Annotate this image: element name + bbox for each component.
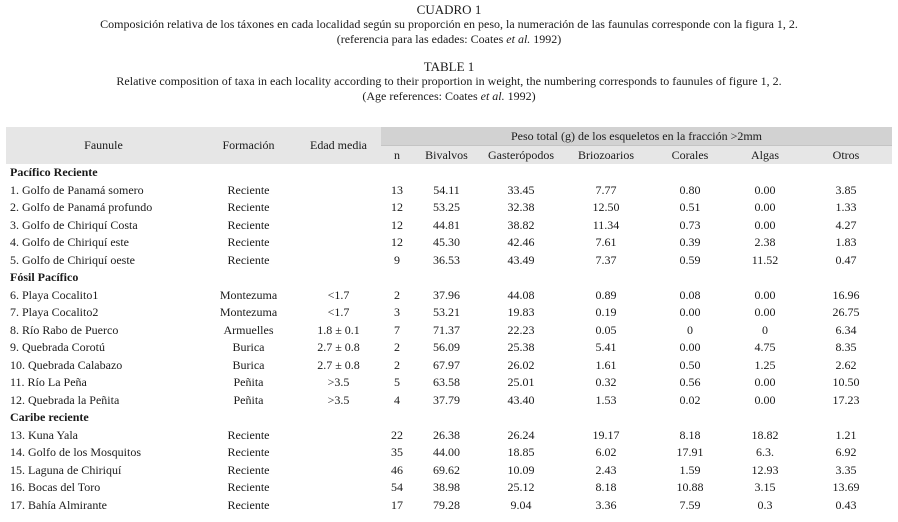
header-peso: Peso total (g) de los esqueletos en la fracción >2mm bbox=[381, 127, 892, 146]
cell-n: 12 bbox=[391, 200, 403, 215]
cell-edad: <1.7 bbox=[327, 305, 350, 320]
cell-formacion: Burica bbox=[232, 340, 265, 355]
cell-n: 46 bbox=[391, 462, 403, 477]
table-reference-post: 1992) bbox=[504, 89, 536, 103]
cell-briozoarios: 8.18 bbox=[595, 480, 617, 495]
header-bivalvos: Bivalvos bbox=[425, 147, 468, 162]
group-title: Fósil Pacífico bbox=[10, 270, 79, 285]
cell-bivalvos: 36.53 bbox=[433, 252, 460, 267]
cell-otros: 6.92 bbox=[835, 445, 857, 460]
cell-algas: 0.00 bbox=[754, 305, 776, 320]
cell-gasteropodos: 43.49 bbox=[507, 252, 535, 267]
cell-bivalvos: 53.25 bbox=[433, 200, 460, 215]
cell-otros: 10.50 bbox=[832, 375, 860, 390]
cell-corales: 0.51 bbox=[679, 200, 701, 215]
table-row bbox=[6, 392, 892, 410]
cell-algas: 0.00 bbox=[754, 217, 776, 232]
caption bbox=[0, 2, 898, 104]
table-description: Relative composition of taxa in each locality according to their proportion in weight, the numbering corresponds to faunules of figure 1, 2. bbox=[116, 74, 782, 88]
cell-gasteropodos: 43.40 bbox=[507, 392, 535, 407]
group-row bbox=[6, 409, 892, 427]
cell-briozoarios: 0.19 bbox=[595, 305, 617, 320]
cell-bivalvos: 45.30 bbox=[433, 235, 460, 250]
cell-briozoarios: 0.05 bbox=[595, 322, 617, 337]
cell-edad bbox=[296, 427, 381, 445]
table-row bbox=[6, 199, 892, 217]
cell-algas: 4.75 bbox=[754, 340, 776, 355]
cell-n: 2 bbox=[394, 287, 400, 302]
cell-corales: 0.80 bbox=[679, 182, 701, 197]
cell-otros: 16.96 bbox=[832, 287, 860, 302]
cell-bivalvos: 38.98 bbox=[433, 480, 460, 495]
table-row bbox=[6, 234, 892, 252]
cell-edad bbox=[296, 217, 381, 235]
cell-otros: 0.47 bbox=[835, 252, 857, 267]
cell-formacion: Reciente bbox=[227, 427, 270, 442]
cell-corales: 0.00 bbox=[679, 340, 701, 355]
data-table bbox=[6, 127, 892, 514]
cell-bivalvos: 26.38 bbox=[433, 427, 460, 442]
cell-faunule: 11. Río La Peña bbox=[10, 375, 87, 390]
cell-faunule: 16. Bocas del Toro bbox=[10, 480, 101, 495]
cell-bivalvos: 67.97 bbox=[433, 357, 460, 372]
cell-edad: <1.7 bbox=[327, 287, 350, 302]
cell-n: 22 bbox=[391, 427, 403, 442]
cell-formacion: Burica bbox=[232, 357, 265, 372]
cell-n: 7 bbox=[394, 322, 400, 337]
cell-gasteropodos: 25.12 bbox=[507, 480, 535, 495]
cell-edad bbox=[296, 462, 381, 480]
cell-briozoarios: 1.53 bbox=[595, 392, 617, 407]
cell-formacion: Reciente bbox=[227, 497, 270, 512]
cell-faunule: 7. Playa Cocalito2 bbox=[10, 305, 99, 320]
table-row bbox=[6, 427, 892, 445]
cell-bivalvos: 63.58 bbox=[433, 375, 460, 390]
cell-bivalvos: 37.96 bbox=[433, 287, 460, 302]
cell-n: 5 bbox=[394, 375, 400, 390]
cell-formacion: Reciente bbox=[227, 200, 270, 215]
cell-formacion: Reciente bbox=[227, 445, 270, 460]
cell-bivalvos: 54.11 bbox=[433, 182, 460, 197]
table-reference bbox=[0, 89, 898, 104]
cell-algas: 12.93 bbox=[751, 462, 779, 477]
cell-briozoarios: 1.61 bbox=[595, 357, 617, 372]
table-reference-pre: (Age references: Coates bbox=[362, 89, 481, 103]
cell-edad: 2.7 ± 0.8 bbox=[317, 340, 360, 355]
cell-formacion: Reciente bbox=[227, 462, 270, 477]
cell-edad bbox=[296, 252, 381, 270]
cell-formacion: Peñita bbox=[233, 392, 264, 407]
cell-algas: 2.38 bbox=[754, 235, 776, 250]
cell-formacion: Armuelles bbox=[223, 322, 274, 337]
header-briozoarios: Briozoarios bbox=[578, 147, 634, 162]
table-row bbox=[6, 357, 892, 375]
cell-otros: 3.85 bbox=[835, 182, 857, 197]
cell-briozoarios: 0.89 bbox=[595, 287, 617, 302]
header-formacion: Formación bbox=[222, 138, 275, 152]
header-corales: Corales bbox=[671, 147, 709, 162]
cell-algas: 11.52 bbox=[751, 252, 779, 267]
cell-briozoarios: 3.36 bbox=[595, 497, 617, 512]
cell-otros: 1.83 bbox=[835, 235, 857, 250]
cell-formacion: Montezuma bbox=[219, 287, 278, 302]
cell-briozoarios: 7.77 bbox=[595, 182, 617, 197]
group-title: Pacífico Reciente bbox=[10, 165, 98, 180]
cell-briozoarios: 0.32 bbox=[595, 375, 617, 390]
cell-gasteropodos: 25.01 bbox=[507, 375, 535, 390]
cell-otros: 13.69 bbox=[832, 480, 860, 495]
cell-gasteropodos: 10.09 bbox=[507, 462, 535, 477]
cell-bivalvos: 79.28 bbox=[433, 497, 460, 512]
cell-corales: 0.39 bbox=[679, 235, 701, 250]
cell-faunule: 10. Quebrada Calabazo bbox=[10, 357, 123, 372]
cell-algas: 0.00 bbox=[754, 182, 776, 197]
cell-otros: 17.23 bbox=[832, 392, 860, 407]
cell-gasteropodos: 33.45 bbox=[507, 182, 535, 197]
cell-algas: 18.82 bbox=[751, 427, 779, 442]
cuadro-title: CUADRO 1 bbox=[416, 2, 482, 17]
cell-faunule: 1. Golfo de Panamá somero bbox=[10, 182, 144, 197]
cell-n: 17 bbox=[391, 497, 403, 512]
cell-bivalvos: 44.81 bbox=[433, 217, 460, 232]
header-algas: Algas bbox=[751, 147, 779, 162]
cell-algas: 0.00 bbox=[754, 200, 776, 215]
cell-briozoarios: 12.50 bbox=[592, 200, 620, 215]
cell-faunule: 13. Kuna Yala bbox=[10, 427, 78, 442]
cell-faunule: 15. Laguna de Chiriquí bbox=[10, 462, 122, 477]
cell-briozoarios: 6.02 bbox=[595, 445, 617, 460]
table-row bbox=[6, 462, 892, 480]
cell-formacion: Montezuma bbox=[219, 305, 278, 320]
cell-gasteropodos: 26.02 bbox=[507, 357, 535, 372]
cell-edad bbox=[296, 444, 381, 462]
cell-corales: 0 bbox=[687, 322, 693, 337]
cell-algas: 1.25 bbox=[754, 357, 776, 372]
cell-corales: 0.56 bbox=[679, 375, 701, 390]
document-page bbox=[0, 2, 898, 522]
cell-formacion: Peñita bbox=[233, 375, 264, 390]
table-title: TABLE 1 bbox=[423, 59, 475, 74]
cell-gasteropodos: 44.08 bbox=[507, 287, 535, 302]
cell-gasteropodos: 38.82 bbox=[507, 217, 535, 232]
table-row bbox=[6, 252, 892, 270]
cell-bivalvos: 37.79 bbox=[433, 392, 460, 407]
cell-n: 3 bbox=[394, 305, 400, 320]
cell-briozoarios: 5.41 bbox=[595, 340, 617, 355]
cell-bivalvos: 53.21 bbox=[433, 305, 460, 320]
cell-algas: 0.3 bbox=[757, 497, 773, 512]
cell-otros: 1.33 bbox=[835, 200, 857, 215]
cell-bivalvos: 71.37 bbox=[433, 322, 460, 337]
cell-otros: 4.27 bbox=[835, 217, 857, 232]
cuadro-description: Composición relativa de los táxones en cada localidad según su proporción en peso, la numeración de las faunulas corresponde con la figura 1, 2. bbox=[100, 17, 798, 31]
cell-edad bbox=[296, 497, 381, 515]
table-row bbox=[6, 339, 892, 357]
header-n: n bbox=[394, 147, 400, 162]
cell-n: 13 bbox=[391, 182, 403, 197]
table-row bbox=[6, 479, 892, 497]
cell-corales: 0.59 bbox=[679, 252, 701, 267]
cell-edad: >3.5 bbox=[327, 375, 350, 390]
cell-bivalvos: 69.62 bbox=[433, 462, 460, 477]
cell-otros: 8.35 bbox=[835, 340, 857, 355]
group-row bbox=[6, 269, 892, 287]
cell-n: 2 bbox=[394, 340, 400, 355]
cell-faunule: 5. Golfo de Chiriquí oeste bbox=[10, 252, 135, 267]
cell-faunule: 9. Quebrada Corotú bbox=[10, 340, 105, 355]
cell-gasteropodos: 26.24 bbox=[507, 427, 535, 442]
cell-algas: 6.3. bbox=[756, 445, 774, 460]
cell-bivalvos: 56.09 bbox=[433, 340, 460, 355]
cell-corales: 10.88 bbox=[676, 480, 704, 495]
table-row bbox=[6, 182, 892, 200]
cell-otros: 1.21 bbox=[835, 427, 857, 442]
cell-corales: 0.00 bbox=[679, 305, 701, 320]
cell-gasteropodos: 42.46 bbox=[507, 235, 535, 250]
cell-n: 54 bbox=[391, 480, 403, 495]
cell-edad bbox=[296, 479, 381, 497]
table-row bbox=[6, 444, 892, 462]
cell-gasteropodos: 9.04 bbox=[510, 497, 532, 512]
cell-corales: 8.18 bbox=[679, 427, 701, 442]
cell-n: 12 bbox=[391, 235, 403, 250]
table-row bbox=[6, 287, 892, 305]
cell-algas: 0.00 bbox=[754, 392, 776, 407]
table-reference-em: et al. bbox=[480, 89, 505, 103]
cell-corales: 0.50 bbox=[679, 357, 701, 372]
cell-formacion: Reciente bbox=[227, 480, 270, 495]
cell-corales: 0.08 bbox=[679, 287, 701, 302]
cell-gasteropodos: 32.38 bbox=[507, 200, 535, 215]
cuadro-reference-post: 1992) bbox=[530, 32, 562, 46]
cell-edad: >3.5 bbox=[327, 392, 350, 407]
table-row bbox=[6, 304, 892, 322]
cell-corales: 0.02 bbox=[679, 392, 701, 407]
cell-faunule: 17. Bahía Almirante bbox=[10, 497, 107, 512]
cell-faunule: 4. Golfo de Chiriquí este bbox=[10, 235, 129, 250]
cell-algas: 0.00 bbox=[754, 287, 776, 302]
cell-algas: 3.15 bbox=[754, 480, 776, 495]
cell-briozoarios: 7.61 bbox=[595, 235, 617, 250]
group-row bbox=[6, 164, 892, 182]
header-faunule: Faunule bbox=[84, 138, 123, 152]
cell-briozoarios: 7.37 bbox=[595, 252, 617, 267]
cell-n: 2 bbox=[394, 357, 400, 372]
cell-briozoarios: 2.43 bbox=[595, 462, 617, 477]
table-row bbox=[6, 497, 892, 515]
cell-corales: 0.73 bbox=[679, 217, 701, 232]
cell-otros: 3.35 bbox=[835, 462, 857, 477]
cuadro-reference-pre: (referencia para las edades: Coates bbox=[336, 32, 507, 46]
group-title: Caribe reciente bbox=[10, 410, 89, 425]
cell-edad: 2.7 ± 0.8 bbox=[317, 357, 360, 372]
cell-faunule: 14. Golfo de los Mosquitos bbox=[10, 445, 142, 460]
cell-gasteropodos: 18.85 bbox=[507, 445, 535, 460]
table-row bbox=[6, 322, 892, 340]
cell-otros: 26.75 bbox=[832, 305, 860, 320]
cell-n: 9 bbox=[394, 252, 400, 267]
table-body bbox=[6, 164, 892, 514]
cell-corales: 7.59 bbox=[679, 497, 701, 512]
table-row bbox=[6, 374, 892, 392]
cell-faunule: 2. Golfo de Panamá profundo bbox=[10, 200, 153, 215]
cell-faunule: 3. Golfo de Chiriquí Costa bbox=[10, 217, 138, 232]
cell-gasteropodos: 22.23 bbox=[507, 322, 535, 337]
cell-gasteropodos: 19.83 bbox=[507, 305, 535, 320]
cell-edad bbox=[296, 234, 381, 252]
header-gasteropodos: Gasterópodos bbox=[488, 147, 554, 162]
cell-briozoarios: 11.34 bbox=[592, 217, 620, 232]
cell-otros: 6.34 bbox=[835, 322, 857, 337]
header-edad: Edad media bbox=[310, 138, 367, 152]
cell-gasteropodos: 25.38 bbox=[507, 340, 535, 355]
cell-n: 12 bbox=[391, 217, 403, 232]
cell-otros: 0.43 bbox=[835, 497, 857, 512]
cell-n: 4 bbox=[394, 392, 400, 407]
cell-edad bbox=[296, 182, 381, 200]
cell-briozoarios: 19.17 bbox=[592, 427, 620, 442]
cell-corales: 17.91 bbox=[676, 445, 704, 460]
cuadro-reference-em: et al. bbox=[506, 32, 531, 46]
cell-formacion: Reciente bbox=[227, 252, 270, 267]
cell-formacion: Reciente bbox=[227, 182, 270, 197]
header-otros: Otros bbox=[832, 147, 860, 162]
cell-otros: 2.62 bbox=[835, 357, 857, 372]
table-row bbox=[6, 217, 892, 235]
cell-faunule: 12. Quebrada la Peñita bbox=[10, 392, 120, 407]
cell-edad: 1.8 ± 0.1 bbox=[317, 322, 360, 337]
cell-formacion: Reciente bbox=[227, 217, 270, 232]
cell-n: 35 bbox=[391, 445, 403, 460]
cell-faunule: 8. Río Rabo de Puerco bbox=[10, 322, 119, 337]
cell-corales: 1.59 bbox=[679, 462, 701, 477]
cell-edad bbox=[296, 199, 381, 217]
cell-bivalvos: 44.00 bbox=[433, 445, 460, 460]
cell-formacion: Reciente bbox=[227, 235, 270, 250]
cell-algas: 0 bbox=[762, 322, 768, 337]
cell-algas: 0.00 bbox=[754, 375, 776, 390]
cuadro-reference bbox=[0, 32, 898, 47]
cell-faunule: 6. Playa Cocalito1 bbox=[10, 287, 99, 302]
